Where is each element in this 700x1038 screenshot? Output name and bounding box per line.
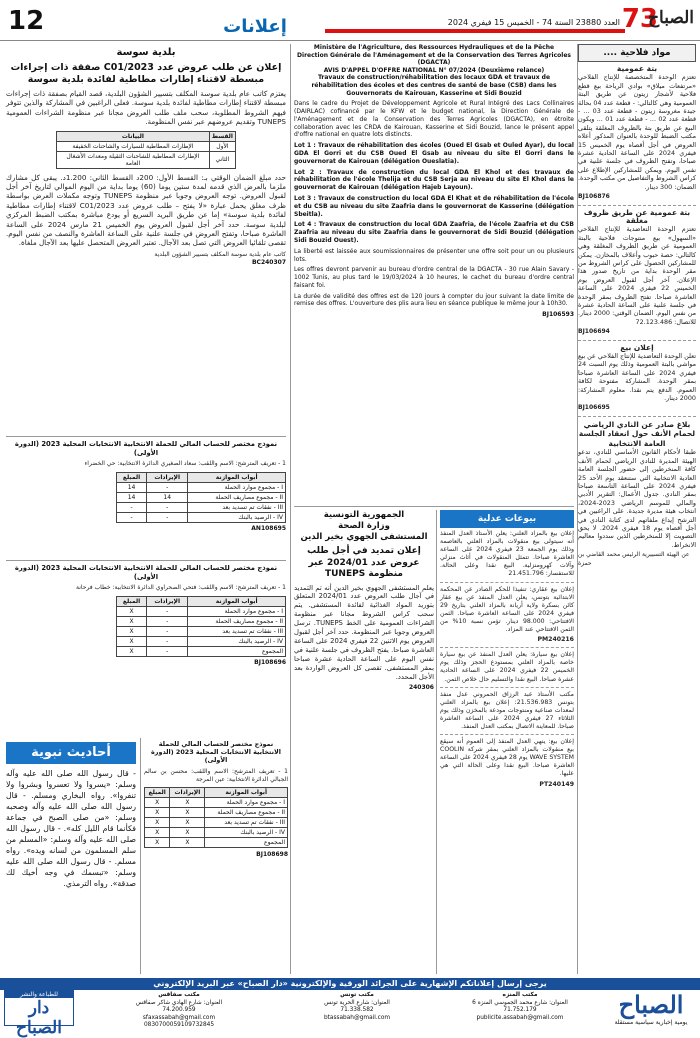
table-cell: III - نفقات تم تسديد بعد xyxy=(188,626,286,636)
sousse-municipal-notice xyxy=(6,44,286,434)
election-account-2 xyxy=(6,564,286,734)
table-cell: المجموع xyxy=(188,646,286,656)
table-header: المبلغ xyxy=(145,788,170,798)
table-row xyxy=(117,626,286,636)
hospital-name: المستشفى الجهوي بخير الدين xyxy=(300,532,428,542)
french-lot: Lot 3 : Travaux de construction du local GDA El Khat et de réhabilitation de l'école et du CSB au niveau du site Zaafria dans le gouvernorat de Kasserine (délégation Sbeitla). xyxy=(294,194,574,218)
table-cell: - xyxy=(147,616,188,626)
section-title: إعلانات xyxy=(223,16,287,37)
office-address: العنوان: شارع الحرية تونس xyxy=(324,999,390,1006)
table-row xyxy=(117,492,286,502)
office-name: مكتب صفاقس xyxy=(158,992,200,998)
table-cell: X xyxy=(145,838,170,848)
table-row xyxy=(117,482,286,492)
office-tunis xyxy=(282,992,432,1022)
office-address: العنوان: شارع محمد الجموسي المنزه 6 xyxy=(472,999,568,1006)
horizontal-rule xyxy=(294,506,574,507)
table-cell: IV - الرصيد بالبنك xyxy=(188,636,286,646)
candidate-info: 1 - تعريف المترشح: الاسم واللقب: سعاد الصغيري الدائرة الانتخابية: حي الخضراء xyxy=(84,460,286,468)
french-lot: Lot 1 : Travaux de réhabilitation des écoles (Oued El Gsab et Ouled Ayar), du local GDA El Gorri et du CSB Oued El Gsab au niveau du site El Gorri dans le gouvernorat de Kairouan (délégation Oueslatia). xyxy=(294,142,574,165)
table-header: البيانات xyxy=(57,131,210,141)
french-para: La liberté est laissée aux soumissionnaires de présenter une offre soit pour un ou plusieurs lots. xyxy=(294,247,574,263)
agriculture-column xyxy=(578,44,696,974)
table-header: الإيرادات xyxy=(147,596,188,606)
column-separator xyxy=(577,44,578,974)
table-cell: - xyxy=(117,502,147,512)
table-header: أبواب الموازنة xyxy=(188,596,286,606)
page-number: 12 xyxy=(8,6,45,36)
table-cell: X xyxy=(170,828,205,838)
french-ref: BJ106593 xyxy=(542,311,574,319)
table-cell: III - نفقات تم تسديد بعد xyxy=(188,502,286,512)
table-header-row xyxy=(145,788,288,798)
footer-banner: يرجى إرسال إعلاناتكم الإشهارية على الجرائد الورقية والإلكترونية «دار الصباح» عبر البريد الإلكتروني xyxy=(0,978,700,990)
table-header: أبواب الموازنة xyxy=(188,472,286,482)
divider xyxy=(578,416,696,417)
table-cell: I - مجموع موارد الحملة xyxy=(188,606,286,616)
table-cell: X xyxy=(145,808,170,818)
bank-account: 0830700059109732845 xyxy=(143,1022,215,1028)
table-cell: الإطارات المطاطية للشاحنات الثقيلة ومعدات الأشغال العامة xyxy=(57,151,210,168)
table-row xyxy=(145,808,288,818)
table-row xyxy=(117,606,286,616)
ad-2 xyxy=(578,209,696,337)
office-phone: 74.200.959 xyxy=(162,1007,196,1013)
table-cell: X xyxy=(117,606,147,616)
divider xyxy=(440,582,574,583)
footer-logo-word: الصباح xyxy=(618,990,684,1019)
election-account-1 xyxy=(6,440,286,555)
ahadith-heading: أحاديث نبوية xyxy=(6,742,136,764)
table-cell: X xyxy=(117,626,147,636)
table-cell: 14 xyxy=(117,482,147,492)
table-header: المبلغ xyxy=(117,472,147,482)
table-cell: X xyxy=(170,808,205,818)
horizontal-rule xyxy=(6,560,286,561)
ad-3 xyxy=(578,344,696,413)
ahadith-box xyxy=(6,738,136,974)
sale-ref: PM240216 xyxy=(537,636,574,644)
logo-word: الصباح xyxy=(648,8,694,28)
sale-item: إعلان بيع بالمزاد العلني: يعلن الأستاذ العدل المنفذ أنه سيتولى بيع منقولات بالمزاد العلني بالعاصمة وذلك يوم الجمعة 23 فيفري 2024 على الساعة العاشرة صباحا. تتمثل المنقولات في أثاث منزلي وآلات كهرومنزلية. البيع نقدا وعلى الحالة. للاستفسار: 21.451.796 xyxy=(440,530,574,578)
french-notice-body xyxy=(294,100,574,319)
table-row xyxy=(117,502,286,512)
sale-item: إعلان بيع سيارة: يعلن العدل المنفذ عن بيع سيارة خاصة بالمزاد العلني بمستودع الحجز وذلك يوم الخميس 22 فيفري 2024 على الساعة الحادية عشرة صباحا. البيع نقدا والتسليم حال خلاص الثمن. xyxy=(440,651,574,683)
election-table xyxy=(144,787,288,848)
table-cell: - xyxy=(147,626,188,636)
table-header: الإيرادات xyxy=(147,472,188,482)
table-cell: X xyxy=(117,646,147,656)
table-cell: II - مجموع مصاريف الحملة xyxy=(188,616,286,626)
hospital-notice xyxy=(294,510,434,974)
footer-logo-sub: يومية إخبارية سياسية مستقلة xyxy=(614,1019,688,1026)
table-cell: 14 xyxy=(117,492,147,502)
table-cell: X xyxy=(145,818,170,828)
table-row xyxy=(57,151,236,168)
office-address: العنوان: شارع الهادي شاكر صفاقس xyxy=(135,999,223,1006)
club-notice-signature: عن الهيئة التسييرية الرئيس محمد القاضي بن حمزة xyxy=(578,551,690,567)
table-row xyxy=(117,636,286,646)
table-header: الإيرادات xyxy=(170,788,205,798)
club-notice-body: طبقا لأحكام القانون الأساسي للنادي، تدعو الهيئة المديرة للنادي الرياضي لحمام الأنف كافة المنخرطين إلى حضور الجلسة العامة العادية الانتخابية التي ستنعقد يوم الأحد 25 فيفري 2024 على الساعة التاسعة صباحا بمقر النادي. جدول الأعمال: التقرير الأدبي والمالي للموسم الرياضي 2023-2024، انتخاب هيئة مديرة جديدة. على الراغبين في الترشح إيداع ملفاتهم لدى كتابة النادي في أجل أقصاه يوم 18 فيفري 2024. لا يحق التصويت إلا للمنخرطين الذين سددوا معاليم الانخراط. xyxy=(578,448,696,549)
table-row xyxy=(117,646,286,656)
horizontal-rule xyxy=(6,436,286,437)
lots-table xyxy=(56,131,236,169)
table-cell: - xyxy=(147,512,188,522)
footer-small-logo xyxy=(4,990,74,1038)
divider xyxy=(440,687,574,688)
table-cell: - xyxy=(147,646,188,656)
municipal-notice-title: إعلان عن طلب عروض عدد 2023/C01 صفقة ذات إجراءات مبسطة لاقتناء إطارات مطاطية لفائدة بلدية سوسة xyxy=(10,62,282,85)
table-row xyxy=(145,838,288,848)
table-cell: الإطارات المطاطية للسيارات والشاحنات الخفيفة xyxy=(57,141,210,151)
table-cell: X xyxy=(170,838,205,848)
election-account-title: نموذج مختصر للحساب المالي للحملة الانتخابية الانتخابات المحلية 2023 (الدورة الأولى) xyxy=(14,440,278,457)
issue-line: العدد 23880 السنة 74 - الخميس 15 فيفري 2024 xyxy=(447,18,620,27)
table-cell: - xyxy=(147,636,188,646)
column-separator xyxy=(290,44,291,974)
table-row xyxy=(117,616,286,626)
small-logo-word: دار الصباح xyxy=(16,998,62,1038)
french-para: Dans le cadre du Projet de Développement Agricole et Rural Intégré des Lacs Collinaires (DAIRLAC) cofinancé par le KFW et le budget national, la Direction Générale de l'Aménagement et de la Conservation des Terres Agricoles (DGACTA), en étroite collaboration avec les CRDA de Kairouan, Kasserine et Sidi Bouzid, lance le présent appel d'offre national en quatre lots distincts. xyxy=(294,100,574,139)
divider xyxy=(578,205,696,206)
table-cell: - xyxy=(147,502,188,512)
table-cell: IV - الرصيد بالبنك xyxy=(205,828,288,838)
french-ministry: Ministère de l'Agriculture, des Ressources Hydrauliques et de la Pêche xyxy=(313,44,555,51)
column-separator xyxy=(436,510,437,974)
table-cell: III - نفقات تم تسديد بعد xyxy=(205,818,288,828)
hospital-ref: 240306 xyxy=(408,684,434,692)
election-account-3 xyxy=(144,740,288,974)
french-lot: Lot 4 : Travaux de construction du local GDA Zaafria, de l'école Zaafria et du CSB Zaafria au niveau du site Zaafria dans le gouvernorat de Sidi Bouzid (délégation Sidi Bouzid Ouest). xyxy=(294,221,574,244)
judicial-sales xyxy=(440,510,574,974)
page-footer xyxy=(0,990,700,1038)
sale-item: إعلان بيع: ينهي العدل المنفذ إلى العموم أنه سيقع بيع منقولات بالمزاد العلني بمقر شركة COOLIN WAVE SYSTEM يوم 28 فيفري 2024 على الساعة العاشرة صباحا. البيع نقدا وعلى الحالة التي هي عليها. xyxy=(440,738,574,778)
french-subject: Travaux de construction/réhabilitation des locaux GDA et travaux de réhabilitation des écoles et des centres de santé de base (CSB) dans les Gouvernorats de Kairouan, Kasserine et Sidi Bouzid xyxy=(311,74,557,97)
municipal-footer: كاتب عام بلدية سوسة المكلف بتسيير الشؤون البلدية xyxy=(154,250,286,258)
sale-ref: PT240149 xyxy=(539,780,574,788)
table-cell: - xyxy=(147,482,188,492)
agriculture-heading: مواد فلاحية .... xyxy=(578,44,696,62)
divider xyxy=(440,647,574,648)
masthead-logo xyxy=(621,2,694,38)
ad-ref: BJ106695 xyxy=(578,404,610,412)
republic-line: الجمهورية التونسية xyxy=(323,510,405,520)
table-cell: I - مجموع موارد الحملة xyxy=(188,482,286,492)
table-cell: I - مجموع موارد الحملة xyxy=(205,798,288,808)
table-header-row xyxy=(117,472,286,482)
office-phone: 71.752.179 xyxy=(503,1007,537,1013)
table-cell: - xyxy=(147,606,188,616)
table-header: أبواب الموازنة xyxy=(205,788,288,798)
ministry-line: وزارة الصحة xyxy=(338,521,390,531)
office-email[interactable]: btassabah@gmail.com xyxy=(323,1014,391,1021)
table-row xyxy=(145,818,288,828)
ad-body: تعتزم الوحدة التعاضدية للإنتاج الفلاحي «السهول» بيع منتوجات فلاحية بالبتة العمومية عن طريق الظروف المغلقة وهي كالتالي: حصة حبوب وأعلاف بالمخازن. يمكن للمشاركين الحصول على كراس الشروط من مقر الوحدة بداية من تاريخ صدور هذا الإعلان. آخر أجل لقبول العروض يوم الخميس 22 فيفري 2024 على الساعة العاشرة صباحا. تفتح الظروف بمقر الوحدة في جلسة علنية على الساعة الحادية عشرة من نفس اليوم. الضمان الوقتي: 2000 دينار. للاتصال: 72.123.486 xyxy=(578,225,696,326)
candidate-info: 1 - تعريف المترشح: الاسم واللقب: فتحي الصحراوي الدائرة الانتخابية: خطاب فرحانة xyxy=(75,584,286,592)
table-cell: II - مجموع مصاريف الحملة xyxy=(205,808,288,818)
election-account-title: نموذج مختصر للحساب المالي للحملة الانتخابية الانتخابات المحلية 2023 (الدورة الأولى) xyxy=(151,740,281,765)
hospital-notice-body: يعلم المستشفى الجهوي بخير الدين أنه تم التمديد في آجال طلب العروض عدد 2024/01 المتعلق بتوريد المواد الغذائية لفائدة المستشفى. يتم سحب كراس الشروط مجانا عبر منظومة الشراءات العمومية على الخط TUNEPS. ترسل العروض وجوبا عبر المنظومة. حدد آخر أجل لقبول العروض يوم الاثنين 22 فيفري 2024 على الساعة العاشرة صباحا. يفتح الظروف في جلسة علنية في نفس اليوم على الساعة الحادية عشرة صباحا بمقر المستشفى. تقصى كل العروض الواردة بعد الأجل المحدد. xyxy=(294,583,434,681)
election-ref: AN108695 xyxy=(251,524,286,532)
table-cell: X xyxy=(117,636,147,646)
table-header: المبلغ xyxy=(117,596,147,606)
french-para: Les offres devront parvenir au bureau d'ordre central de la DGACTA - 30 rue Alain Savary - 1002 Tunis, au plus tard le 19/03/2024 à 10 heures, le cachet du bureau d'ordre central faisant foi. xyxy=(294,266,574,289)
table-cell: X xyxy=(117,616,147,626)
table-cell: المجموع xyxy=(205,838,288,848)
logo-number: 73 xyxy=(621,4,658,34)
small-logo-top: للطباعة والنشر xyxy=(5,991,73,998)
table-cell: IV - الرصيد بالبنك xyxy=(188,512,286,522)
municipal-ref: BC240307 xyxy=(251,259,286,267)
election-ref: BJ108696 xyxy=(254,658,286,666)
hospital-header xyxy=(294,510,434,543)
office-email[interactable]: sfaxassabah@gmail.com xyxy=(142,1014,216,1021)
office-name: مكتب تونس xyxy=(340,992,374,998)
judicial-sales-list xyxy=(440,530,574,789)
table-row xyxy=(145,798,288,808)
table-header: القسط xyxy=(209,131,235,141)
club-notice xyxy=(578,420,696,568)
municipality-name: بلدية سوسة xyxy=(116,47,176,58)
election-ref: BJ108698 xyxy=(256,851,288,859)
french-para: La durée de validité des offres est de 120 jours à compter du jour suivant la date limite de remise des offres. L'ouverture des plis aura lieu en séance publique le même jour à 10h30. xyxy=(294,292,574,308)
french-lot: Lot 2 : Travaux de construction du local GDA El Khol et des travaux de réhabilitation de l'école Thelija et du CSB Serja au niveau du site El Khol dans le gouvernorat de Kairouan (délégation Hajeb Layoun). xyxy=(294,168,574,192)
table-row xyxy=(145,828,288,838)
office-phone: 71.338.582 xyxy=(340,1007,374,1013)
ad-title: بتة عمومية xyxy=(616,64,658,73)
french-avis-title: AVIS D'APPEL D'OFFRE NATIONAL N° 07/2024 (Deuxième relance) xyxy=(323,66,545,74)
header-divider xyxy=(0,40,700,41)
sale-item: مكتب الأستاذ عبد الرزاق الحمروني عدل منفذ بتونس 21.536.983: إعلان بيع بالمزاد العلني لمعدات صناعية ومنتوجات مودعة بالمخزن وذلك يوم الثلاثاء 27 فيفري 2024 على الساعة العاشرة صباحا. للمعاينة الاتصال بمكتب العدل المنفذ. xyxy=(440,690,574,730)
table-header-row xyxy=(117,596,286,606)
table-cell: II - مجموع مصاريف الحملة xyxy=(188,492,286,502)
election-account-title: نموذج مختصر للحساب المالي للحملة الانتخابية الانتخابات المحلية 2023 (الدورة الأولى) xyxy=(14,564,278,581)
divider xyxy=(578,340,696,341)
municipal-body: حدد مبلغ الضمان الوقتي بـ: القسط الأول: 200د القسط الثاني: 1.200د. يبقى كل مشارك ملزما بالعرض الذي قدمه لمدة ستين يوما (60) يوما بداية من اليوم الموالي لتاريخ آخر أجل لقبول العروض. توجه العروض وجوبا عبر منظومة TUNEPS وتوجه مكملات العرض بواسطة ظرف مغلق يحمل عبارة «لا يفتح – طلب عروض عدد 2023/C01 لاقتناء إطارات مطاطية لفائدة بلدية سوسة» إما عن طريق البريد السريع أو يودع مباشرة بمكتب الضبط المركزي لبلدية سوسة. حدد آخر أجل لقبول العروض يوم الخميس 21 مارس 2024 على الساعة العاشرة صباحا، وتفتح العروض في جلسة علنية على الساعة العاشرة والنصف من نفس اليوم. تقصى تلقائيا العروض التي تصل بعد الآجال. تعتبر العروض المتحصل عليها بعد الآجال ملغاة. xyxy=(6,172,287,248)
table-cell: X xyxy=(170,798,205,808)
table-row xyxy=(57,141,236,151)
table-cell: الثاني xyxy=(209,151,235,168)
table-header-row xyxy=(57,131,236,141)
french-tender-notice xyxy=(294,44,574,506)
club-notice-title: بلاغ صادر عن النادي الرياضي لحمام الأنف حول انعقاد الجلسة العامة الانتخابية xyxy=(578,419,696,448)
ad-body: تعلن الوحدة التعاضدية للإنتاج الفلاحي عن بيع مواشي بالبتة العمومية وذلك يوم السبت 24 فيفري 2024 على الساعة العاشرة صباحا بمقر الوحدة. المشاركة مفتوحة لكافة العموم. الدفع يتم نقدا. معلوم المشاركة: 2000 دينار. xyxy=(578,352,696,403)
sale-item: إعلان بيع عقاري: تنفيذا للحكم الصادر عن المحكمة الابتدائية بتونس، يعلن العدل المنفذ عن بيع عقار كائن بسكرة ولاية أريانة بالمزاد العلني بتاريخ 29 فيفري 2024 على الساعة العاشرة صباحا. الثمن الافتتاحي: 98.000 دينار. تؤمن نسبة 10% من الثمن الافتتاحي عند المزاد. xyxy=(440,585,575,634)
ad-ref: BJ106876 xyxy=(578,193,610,201)
judicial-sales-heading: بيوعات عدلية xyxy=(440,510,574,528)
ad-ref: BJ106694 xyxy=(578,328,610,336)
page-header xyxy=(0,0,700,42)
divider xyxy=(440,734,574,735)
table-cell: - xyxy=(117,512,147,522)
table-cell: الأول xyxy=(209,141,235,151)
table-cell: X xyxy=(145,828,170,838)
table-cell: X xyxy=(145,798,170,808)
office-name: مكتب المنزه xyxy=(502,992,538,998)
ahadith-text: - قال رسول الله صلى الله عليه وآله وسلم: «يسروا ولا تعسروا وبشروا ولا تنفروا». رواه البخاري ومسلم. - قال رسول الله صلى الله عليه وآله وصحبه وسلم: «من صلى الصبح في جماعة فكأنما قام الليل كله». - قال رسول الله صلى الله عليه وآله وسلم: «المسلم من سلم المسلمون من لسانه ويده». رواه مسلم. - قال رسول الله صلى الله عليه وسلم: «تبسمك في وجه أخيك لك صدقة». رواه الترمذي. xyxy=(6,769,136,888)
election-table xyxy=(116,596,286,657)
header-rule xyxy=(325,29,625,33)
footer-logo xyxy=(606,990,696,1026)
table-cell: X xyxy=(170,818,205,828)
candidate-info: 1 - تعريف المترشح: الاسم واللقب: محسن بن سالم الجبالي الدائرة الانتخابية: عين المرجة xyxy=(144,767,288,784)
ad-title: بتة عمومية عن طريق ظروف مغلقة xyxy=(583,207,691,225)
ad-body: تعتزم الوحدة المتخصصة للإنتاج الفلاحي «مرتفعات ميلاق» بوادي الرياحة بيع قطع فلاحية لأشجار زيتون عن طريق البتة العمومية وهي كالتالي: - قطعة عدد 04 بحالة جيدة مغروسة زيتون - قطعة عدد 03 ... - قطعة عدد 02 ... - قطعة عدد 01 ... ويكون البيع عن طريق بتة بالظروف المغلقة يتلقى مكتب الضبط للوحدة بالعنوان المذكور أعلاه العروض في أجل أقصاه يوم الخميس 15 فيفري 2024 على الساعة الحادية عشرة صباحا، وتفتح الظروف في جلسة علنية في نفس اليوم. ويمكن للمشاركين الإطلاع على كراس الشروط والتفاصيل من مكتب الوحدة. الضمان: 300 دينار. xyxy=(578,73,696,191)
office-sfax xyxy=(84,992,274,1030)
office-menzah xyxy=(440,992,600,1022)
french-notice-header xyxy=(294,44,574,97)
office-email[interactable]: publicite.assabah@gmail.com xyxy=(476,1014,564,1021)
hospital-notice-title: إعلان تمديد في أجل طلب عروض عدد 2024/01 عبر منظومة TUNEPS xyxy=(307,546,421,579)
table-row xyxy=(117,512,286,522)
column-separator xyxy=(140,738,141,974)
french-direction: Direction Générale de l'Aménagement et de la Conservation des Terres Agricoles (DGACTA) xyxy=(297,51,571,67)
municipal-intro: يعتزم كاتب عام بلدية سوسة المكلف بتسيير الشؤون البلدية، قصد القيام بصفقة ذات إجراءات مبسطة لاقتناء إطارات مطاطية لفائدة بلدية سوسة. فعلى الراغبين في المشاركة والذين تتوفر فيهم الشروط المطلوبة، سحب ملف طلب العروض مجانا عبر منظومة الشراءات العمومية TUNEPS وتقديم عروضهم عبر نفس المنظومة. xyxy=(6,89,286,127)
ad-1 xyxy=(578,65,696,202)
table-cell: 14 xyxy=(147,492,188,502)
ad-title: إعلان بيع xyxy=(620,342,654,352)
election-table xyxy=(116,472,286,523)
